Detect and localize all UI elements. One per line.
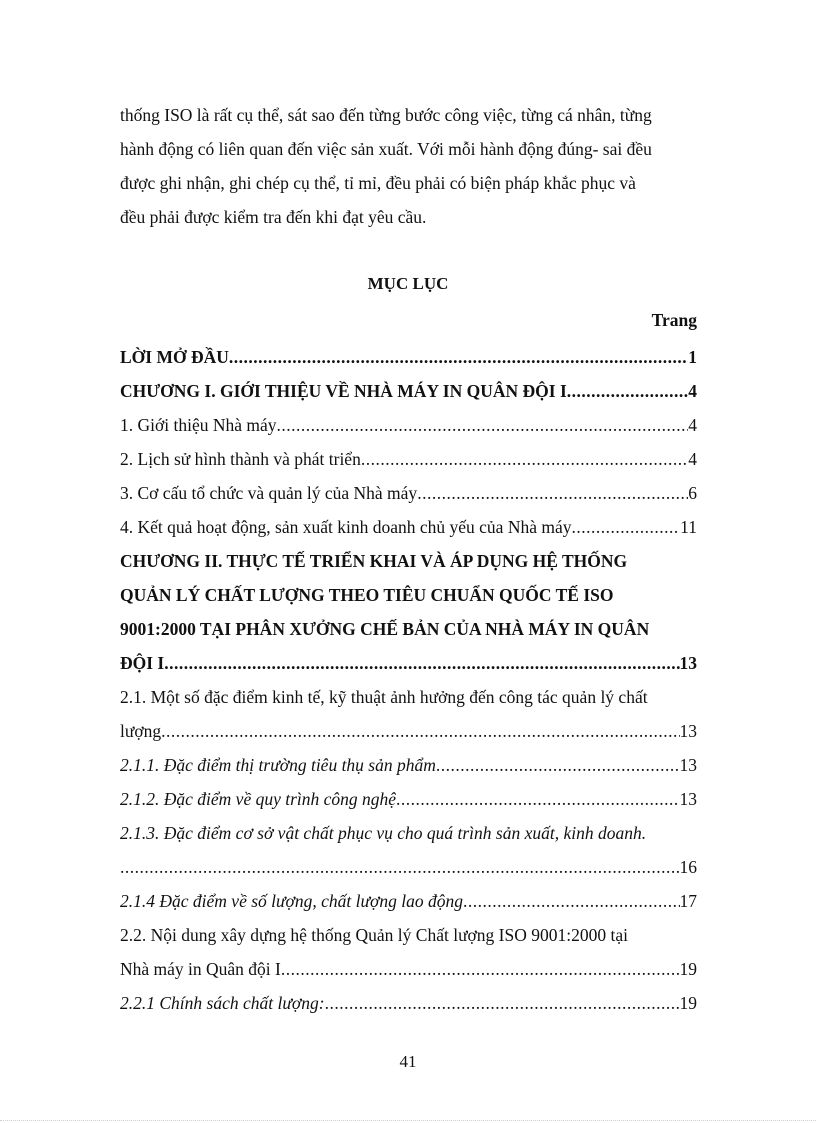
intro-line: đều phải được kiểm tra đến khi đạt yêu cầu. — [120, 207, 427, 227]
toc-entry-title: 3. Cơ cấu tổ chức và quản lý của Nhà máy — [120, 483, 418, 503]
toc-entry-chuong-2-end[interactable] — [120, 646, 697, 680]
dot-leader — [361, 442, 688, 476]
toc-entry-2-1-4[interactable] — [120, 884, 697, 918]
toc-entry-2-2-end[interactable] — [120, 952, 697, 986]
toc-entry-title: 4. Kết quả hoạt động, sản xuất kinh doanh chủ yếu của Nhà máy — [120, 517, 572, 537]
page-number: 41 — [399, 1052, 417, 1071]
toc-entry-title: 2.2. Nội dung xây dựng hệ thống Quản lý Chất lượng ISO 9001:2000 tại — [120, 925, 628, 945]
dot-leader — [571, 510, 680, 544]
toc-entry-chuong-2-line[interactable] — [120, 612, 697, 646]
toc-entry-page: 1 — [688, 347, 697, 367]
toc-entry-title: LỜI MỞ ĐẦU — [120, 347, 229, 367]
intro-line: hành động có liên quan đến việc sản xuất. Với mỗi hành động đúng- sai đều — [120, 139, 652, 159]
toc-entry-title: 2. Lịch sử hình thành và phát triển — [120, 449, 361, 469]
toc-entry-page: 4 — [688, 381, 697, 401]
toc-entry-page: 13 — [679, 721, 697, 741]
toc-entry-title: 2.1.4 Đặc điểm về số lượng, chất lượng lao động — [120, 891, 464, 911]
toc-entry-title: 2.2.1 Chính sách chất lượng: — [120, 993, 325, 1013]
toc-entry-page: 13 — [679, 653, 697, 673]
toc-entry-1[interactable] — [120, 408, 697, 442]
dot-leader — [281, 952, 680, 986]
dot-leader — [463, 884, 679, 918]
toc-entry-chuong-2-line[interactable] — [120, 544, 697, 578]
toc-entry-title: Nhà máy in Quân đội I — [120, 959, 281, 979]
page-edge-divider — [0, 1120, 816, 1121]
toc-entry-2-1-3-end[interactable] — [120, 850, 697, 884]
toc-entry-page: 19 — [679, 993, 697, 1013]
toc-entry-loi-mo-dau[interactable] — [120, 340, 697, 374]
toc-entry-2-2-line[interactable] — [120, 918, 697, 952]
toc-entry-title: 9001:2000 TẠI PHÂN XƯỞNG CHẾ BẢN CỦA NHÀ MÁY IN QUÂN — [120, 619, 650, 639]
dot-leader — [161, 714, 679, 748]
toc-entry-2-1-line[interactable] — [120, 680, 697, 714]
table-of-contents — [120, 340, 697, 1020]
toc-entry-page: 16 — [679, 857, 697, 877]
toc-entry-2-1-end[interactable] — [120, 714, 697, 748]
toc-entry-2-2-1[interactable] — [120, 986, 697, 1020]
toc-entry-4[interactable] — [120, 510, 697, 544]
toc-entry-title: 1. Giới thiệu Nhà máy — [120, 415, 277, 435]
toc-entry-page: 13 — [679, 755, 697, 775]
toc-entry-page: 19 — [679, 959, 697, 979]
intro-paragraph — [120, 98, 700, 234]
toc-entry-title: 2.1. Một số đặc điểm kinh tế, kỹ thuật ảnh hưởng đến công tác quản lý chất — [120, 687, 648, 707]
toc-entry-page: 6 — [688, 483, 697, 503]
toc-entry-page: 11 — [680, 517, 697, 537]
toc-entry-title: 2.1.2. Đặc điểm về quy trình công nghệ — [120, 789, 397, 809]
toc-entry-title: lượng — [120, 721, 162, 741]
toc-entry-title: ĐỘI I — [120, 653, 165, 673]
toc-entry-title: 2.1.3. Đặc điểm cơ sở vật chất phục vụ cho quá trình sản xuất, kinh doanh. — [120, 823, 647, 843]
dot-leader — [325, 986, 680, 1020]
toc-entry-2-1-3-line[interactable] — [120, 816, 697, 850]
dot-leader — [396, 782, 679, 816]
intro-line: thống ISO là rất cụ thể, sát sao đến từng bước công việc, từng cá nhân, từng — [120, 105, 652, 125]
dot-leader — [120, 850, 680, 884]
dot-leader — [567, 374, 688, 408]
dot-leader — [436, 748, 680, 782]
toc-entry-2-1-2[interactable] — [120, 782, 697, 816]
toc-entry-page: 13 — [679, 789, 697, 809]
intro-line: được ghi nhận, ghi chép cụ thể, tỉ mỉ, đều phải có biện pháp khắc phục và — [120, 173, 636, 193]
dot-leader — [164, 646, 679, 680]
toc-entry-3[interactable] — [120, 476, 697, 510]
toc-entry-title: 2.1.1. Đặc điểm thị trường tiêu thụ sản phẩm — [120, 755, 436, 775]
toc-entry-2-1-1[interactable] — [120, 748, 697, 782]
toc-entry-chuong-2-line[interactable] — [120, 578, 697, 612]
toc-entry-title: QUẢN LÝ CHẤT LƯỢNG THEO TIÊU CHUẨN QUỐC TẾ ISO — [120, 585, 614, 605]
toc-entry-page: 17 — [679, 891, 697, 911]
toc-entry-title: CHƯƠNG I. GIỚI THIỆU VỀ NHÀ MÁY IN QUÂN ĐỘI I — [120, 381, 567, 401]
page-column-label: Trang — [651, 310, 697, 330]
toc-entry-title: CHƯƠNG II. THỰC TẾ TRIỂN KHAI VÀ ÁP DỤNG HỆ THỐNG — [120, 551, 628, 571]
toc-title: MỤC LỤC — [367, 274, 449, 293]
toc-entry-page: 4 — [688, 415, 697, 435]
dot-leader — [229, 340, 688, 374]
dot-leader — [277, 408, 689, 442]
dot-leader — [417, 476, 688, 510]
toc-entry-chuong-1[interactable] — [120, 374, 697, 408]
toc-entry-2[interactable] — [120, 442, 697, 476]
toc-entry-page: 4 — [688, 449, 697, 469]
